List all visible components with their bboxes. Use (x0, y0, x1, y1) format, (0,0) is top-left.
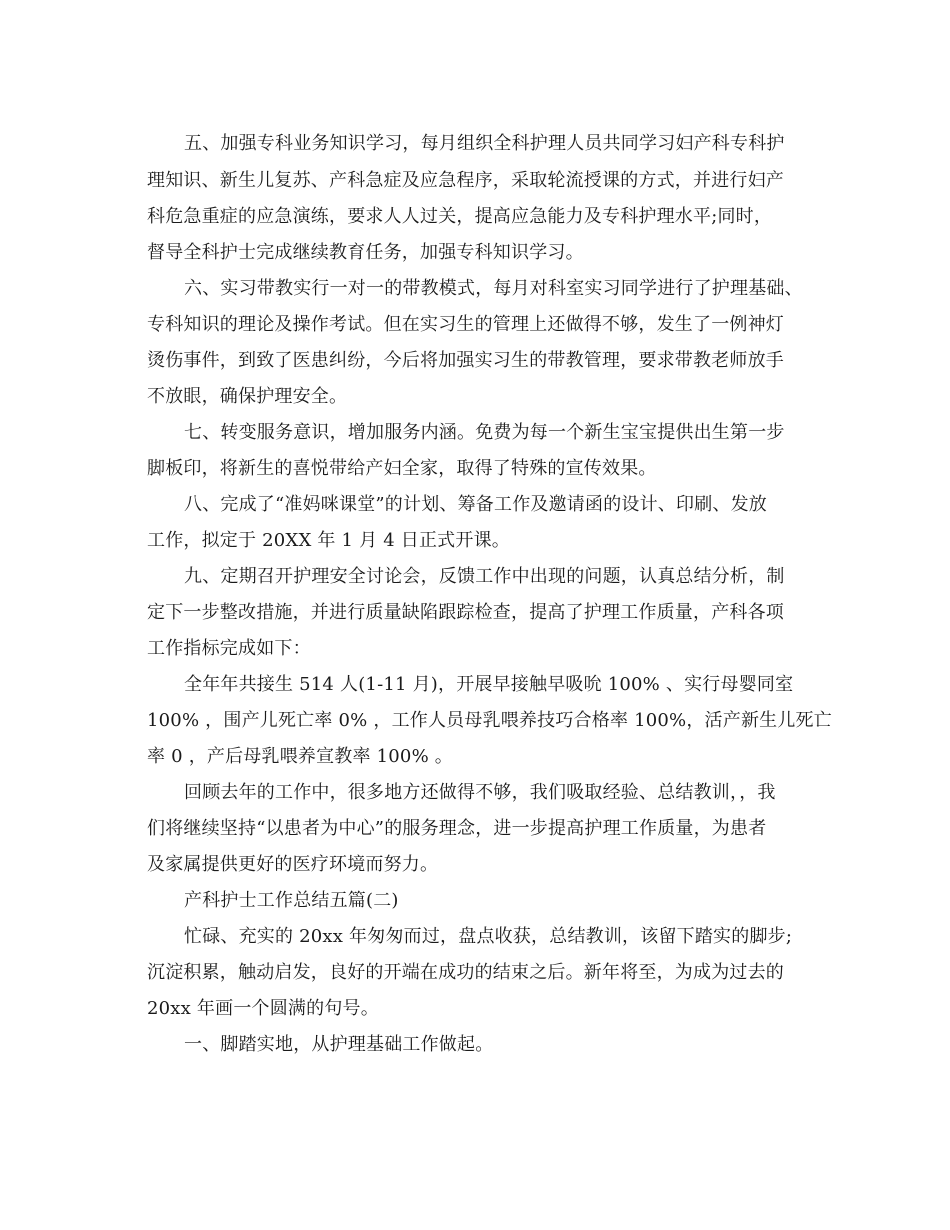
text-line: 不放眼，确保护理安全。 (147, 386, 348, 407)
text-line: 定下一步整改措施，并进行质量缺陷跟踪检查，提高了护理工作质量，产科各项 (147, 602, 784, 623)
text-line: 督导全科护士完成继续教育任务，加强专科知识学习。 (147, 242, 584, 263)
text-line: 20xx 年画一个圆满的句号。 (147, 998, 379, 1019)
section-heading: 产科护士工作总结五篇(二) (184, 890, 399, 911)
text-line: 脚板印，将新生的喜悦带给产妇全家，取得了特殊的宣传效果。 (147, 458, 657, 479)
text-line: 全年年共接生 514 人(1-11 月)，开展早接触早吸吮 100% 、实行母婴同室 (184, 674, 794, 695)
text-line: 及家属提供更好的医疗环境而努力。 (147, 854, 439, 875)
text-line: 六、实习带教实行一对一的带教模式，每月对科室实习同学进行了护理基础、 (184, 278, 803, 299)
text-line: 工作指标完成如下： (147, 638, 311, 659)
text-line: 九、定期召开护理安全讨论会，反馈工作中出现的问题，认真总结分析，制 (184, 566, 785, 587)
text-line: 七、转变服务意识，增加服务内涵。免费为每一个新生宝宝提供出生第一步 (184, 422, 785, 443)
text-line: 率 0 ，产后母乳喂养宣教率 100% 。 (147, 746, 453, 767)
text-line: 专科知识的理论及操作考试。但在实习生的管理上还做得不够，发生了一例神灯 (147, 314, 784, 335)
text-line: 科危急重症的应急演练，要求人人过关，提高应急能力及专科护理水平;同时， (147, 206, 773, 227)
text-line: 理知识、新生儿复苏、产科急症及应急程序，采取轮流授课的方式，并进行妇产 (147, 170, 784, 191)
text-line: 烫伤事件，到致了医患纠纷，今后将加强实习生的带教管理，要求带教老师放手 (147, 350, 784, 371)
text-line: 八、完成了“准妈咪课堂”的计划、筹备工作及邀请函的设计、印刷、发放 (184, 494, 768, 515)
text-line: 们将继续坚持“以患者为中心”的服务理念，进一步提高护理工作质量，为患者 (147, 818, 767, 839)
text-line: 工作，拟定于 20XX 年 1 月 4 日正式开课。 (147, 530, 510, 551)
text-line: 一、脚踏实地，从护理基础工作做起。 (184, 1034, 494, 1055)
text-line: 100% ，围产儿死亡率 0% ，工作人员母乳喂养技巧合格率 100%，活产新生儿死亡 (147, 710, 832, 731)
text-line: 忙碌、充实的 20xx 年匆匆而过，盘点收获，总结教训，该留下踏实的脚步; (184, 926, 793, 947)
text-line: 五、加强专科业务知识学习，每月组织全科护理人员共同学习妇产科专科护 (184, 133, 785, 154)
text-line: 回顾去年的工作中，很多地方还做得不够，我们吸取经验、总结教训，，我 (184, 782, 776, 803)
text-line: 沉淀积累，触动启发，良好的开端在成功的结束之后。新年将至，为成为过去的 (147, 962, 784, 983)
